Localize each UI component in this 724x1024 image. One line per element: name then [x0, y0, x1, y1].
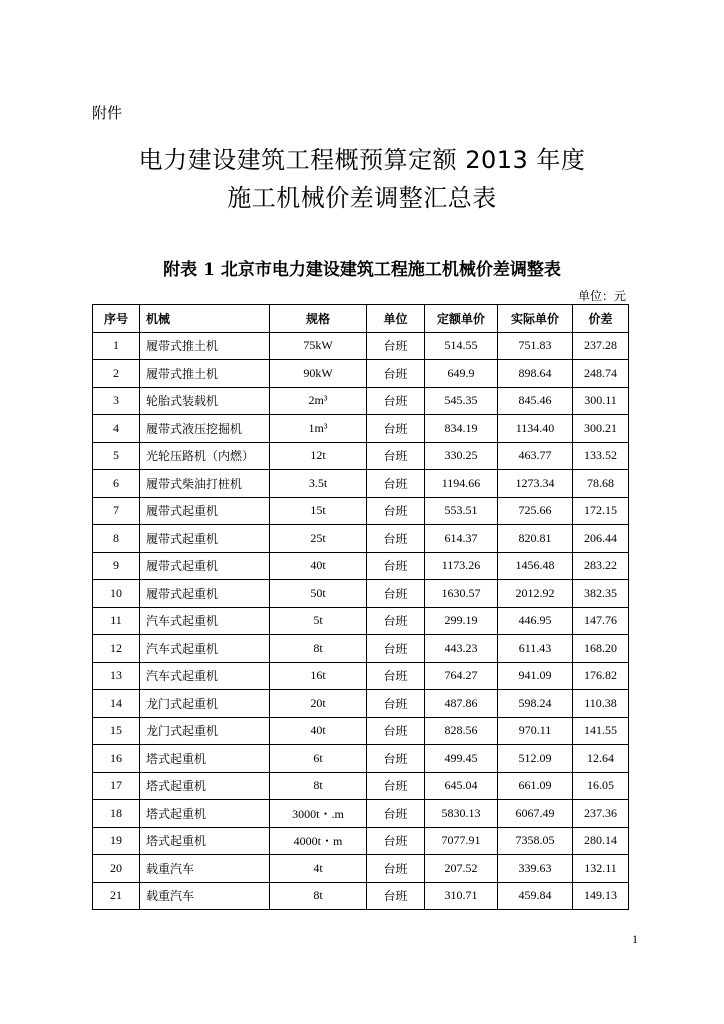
- table-row: [93, 882, 629, 910]
- table-row: [93, 662, 629, 690]
- cell-actual-price: 725.66: [498, 497, 573, 525]
- cell-no: 21: [93, 882, 140, 910]
- cell-no: 1: [93, 332, 140, 360]
- cell-unit: 台班: [367, 690, 425, 718]
- page-number: 1: [632, 932, 638, 946]
- cell-difference: 141.55: [573, 717, 629, 745]
- cell-quota-price: 545.35: [425, 387, 498, 415]
- cell-difference: 382.35: [573, 580, 629, 608]
- cell-machine: 塔式起重机: [140, 772, 270, 800]
- cell-machine: 光轮压路机（内燃）: [140, 442, 270, 470]
- table-row: [93, 415, 629, 443]
- cell-quota-price: 5830.13: [425, 800, 498, 828]
- cell-unit: 台班: [367, 800, 425, 828]
- cell-machine: 履带式推土机: [140, 332, 270, 360]
- document-title-line-2: 施工机械价差调整汇总表: [227, 184, 497, 212]
- cell-actual-price: 463.77: [498, 442, 573, 470]
- table-row: [93, 470, 629, 498]
- cell-quota-price: 649.9: [425, 360, 498, 388]
- cell-quota-price: 299.19: [425, 607, 498, 635]
- cell-unit: 台班: [367, 882, 425, 910]
- cell-no: 12: [93, 635, 140, 663]
- cell-spec: 1m³: [270, 415, 367, 443]
- cell-machine: 履带式起重机: [140, 580, 270, 608]
- cell-actual-price: 970.11: [498, 717, 573, 745]
- table-row: [93, 800, 629, 828]
- cell-no: 19: [93, 827, 140, 855]
- cell-machine: 轮胎式装载机: [140, 387, 270, 415]
- table-row: [93, 607, 629, 635]
- cell-difference: 168.20: [573, 635, 629, 663]
- cell-machine: 履带式起重机: [140, 552, 270, 580]
- cell-machine: 汽车式起重机: [140, 607, 270, 635]
- cell-quota-price: 828.56: [425, 717, 498, 745]
- cell-quota-price: 614.37: [425, 525, 498, 553]
- cell-machine: 载重汽车: [140, 882, 270, 910]
- cell-unit: 台班: [367, 415, 425, 443]
- cell-no: 6: [93, 470, 140, 498]
- cell-spec: 40t: [270, 552, 367, 580]
- cell-difference: 78.68: [573, 470, 629, 498]
- cell-unit: 台班: [367, 772, 425, 800]
- cell-difference: 147.76: [573, 607, 629, 635]
- cell-actual-price: 459.84: [498, 882, 573, 910]
- cell-quota-price: 499.45: [425, 745, 498, 773]
- cell-difference: 248.74: [573, 360, 629, 388]
- cell-unit: 台班: [367, 827, 425, 855]
- cell-actual-price: 898.64: [498, 360, 573, 388]
- cell-no: 9: [93, 552, 140, 580]
- cell-quota-price: 514.55: [425, 332, 498, 360]
- cell-no: 11: [93, 607, 140, 635]
- cell-no: 15: [93, 717, 140, 745]
- cell-machine: 履带式液压挖掘机: [140, 415, 270, 443]
- cell-machine: 履带式起重机: [140, 497, 270, 525]
- cell-difference: 133.52: [573, 442, 629, 470]
- cell-no: 3: [93, 387, 140, 415]
- cell-actual-price: 446.95: [498, 607, 573, 635]
- cell-spec: 5t: [270, 607, 367, 635]
- cell-no: 8: [93, 525, 140, 553]
- cell-unit: 台班: [367, 607, 425, 635]
- table-row: [93, 745, 629, 773]
- cell-machine: 塔式起重机: [140, 827, 270, 855]
- cell-unit: 台班: [367, 442, 425, 470]
- cell-unit: 台班: [367, 387, 425, 415]
- cell-unit: 台班: [367, 580, 425, 608]
- cell-no: 2: [93, 360, 140, 388]
- table-row: [93, 827, 629, 855]
- cell-spec: 3.5t: [270, 470, 367, 498]
- cell-actual-price: 7358.05: [498, 827, 573, 855]
- cell-difference: 280.14: [573, 827, 629, 855]
- cell-quota-price: 443.23: [425, 635, 498, 663]
- header-actual-price: 实际单价: [498, 305, 573, 333]
- cell-spec: 90kW: [270, 360, 367, 388]
- cell-machine: 龙门式起重机: [140, 717, 270, 745]
- unit-note: 单位：元: [577, 289, 626, 303]
- cell-spec: 8t: [270, 772, 367, 800]
- cell-actual-price: 2012.92: [498, 580, 573, 608]
- cell-actual-price: 339.63: [498, 855, 573, 883]
- table-row: [93, 332, 629, 360]
- cell-spec: 16t: [270, 662, 367, 690]
- cell-spec: 8t: [270, 882, 367, 910]
- table-header-row: [93, 305, 629, 333]
- cell-spec: 12t: [270, 442, 367, 470]
- cell-difference: 149.13: [573, 882, 629, 910]
- cell-spec: 20t: [270, 690, 367, 718]
- table-row: [93, 690, 629, 718]
- cell-spec: 2m³: [270, 387, 367, 415]
- cell-machine: 塔式起重机: [140, 800, 270, 828]
- cell-machine: 龙门式起重机: [140, 690, 270, 718]
- document-title-line-1: 电力建设建筑工程概预算定额 2013 年度: [138, 146, 586, 174]
- cell-spec: 4t: [270, 855, 367, 883]
- cell-no: 13: [93, 662, 140, 690]
- cell-difference: 237.36: [573, 800, 629, 828]
- table-row: [93, 525, 629, 553]
- cell-difference: 206.44: [573, 525, 629, 553]
- cell-no: 20: [93, 855, 140, 883]
- cell-actual-price: 845.46: [498, 387, 573, 415]
- table-row: [93, 387, 629, 415]
- cell-difference: 16.05: [573, 772, 629, 800]
- table-row: [93, 442, 629, 470]
- cell-quota-price: 330.25: [425, 442, 498, 470]
- cell-no: 4: [93, 415, 140, 443]
- cell-unit: 台班: [367, 855, 425, 883]
- cell-machine: 塔式起重机: [140, 745, 270, 773]
- cell-no: 16: [93, 745, 140, 773]
- cell-difference: 176.82: [573, 662, 629, 690]
- cell-actual-price: 598.24: [498, 690, 573, 718]
- cell-quota-price: 1630.57: [425, 580, 498, 608]
- cell-unit: 台班: [367, 552, 425, 580]
- cell-no: 7: [93, 497, 140, 525]
- cell-machine: 履带式柴油打桩机: [140, 470, 270, 498]
- cell-machine: 履带式推土机: [140, 360, 270, 388]
- table-row: [93, 717, 629, 745]
- cell-machine: 汽车式起重机: [140, 662, 270, 690]
- cell-no: 10: [93, 580, 140, 608]
- table-row: [93, 855, 629, 883]
- cell-difference: 172.15: [573, 497, 629, 525]
- cell-actual-price: 611.43: [498, 635, 573, 663]
- cell-no: 5: [93, 442, 140, 470]
- price-difference-table: [92, 304, 629, 910]
- cell-difference: 237.28: [573, 332, 629, 360]
- header-difference: 价差: [573, 305, 629, 333]
- cell-quota-price: 207.52: [425, 855, 498, 883]
- table-row: [93, 635, 629, 663]
- table-row: [93, 772, 629, 800]
- header-spec: 规格: [270, 305, 367, 333]
- cell-spec: 15t: [270, 497, 367, 525]
- table-row: [93, 497, 629, 525]
- header-quota-price: 定额单价: [425, 305, 498, 333]
- header-machine: 机械: [140, 305, 270, 333]
- cell-actual-price: 751.83: [498, 332, 573, 360]
- cell-difference: 300.21: [573, 415, 629, 443]
- cell-no: 14: [93, 690, 140, 718]
- cell-actual-price: 512.09: [498, 745, 573, 773]
- table-row: [93, 360, 629, 388]
- table-row: [93, 552, 629, 580]
- cell-actual-price: 661.09: [498, 772, 573, 800]
- cell-spec: 4000t・m: [270, 827, 367, 855]
- cell-quota-price: 487.86: [425, 690, 498, 718]
- cell-quota-price: 645.04: [425, 772, 498, 800]
- cell-unit: 台班: [367, 470, 425, 498]
- cell-spec: 75kW: [270, 332, 367, 360]
- cell-machine: 履带式起重机: [140, 525, 270, 553]
- cell-actual-price: 941.09: [498, 662, 573, 690]
- cell-quota-price: 1173.26: [425, 552, 498, 580]
- cell-unit: 台班: [367, 662, 425, 690]
- cell-quota-price: 764.27: [425, 662, 498, 690]
- cell-difference: 283.22: [573, 552, 629, 580]
- cell-spec: 40t: [270, 717, 367, 745]
- cell-actual-price: 1273.34: [498, 470, 573, 498]
- cell-quota-price: 310.71: [425, 882, 498, 910]
- cell-actual-price: 820.81: [498, 525, 573, 553]
- cell-unit: 台班: [367, 525, 425, 553]
- cell-difference: 12.64: [573, 745, 629, 773]
- attachment-label: 附件: [92, 104, 123, 122]
- cell-no: 18: [93, 800, 140, 828]
- cell-unit: 台班: [367, 497, 425, 525]
- cell-actual-price: 1134.40: [498, 415, 573, 443]
- cell-quota-price: 7077.91: [425, 827, 498, 855]
- cell-quota-price: 834.19: [425, 415, 498, 443]
- header-unit: 单位: [367, 305, 425, 333]
- cell-difference: 132.11: [573, 855, 629, 883]
- cell-quota-price: 1194.66: [425, 470, 498, 498]
- cell-spec: 50t: [270, 580, 367, 608]
- cell-unit: 台班: [367, 745, 425, 773]
- cell-no: 17: [93, 772, 140, 800]
- table-row: [93, 580, 629, 608]
- cell-difference: 300.11: [573, 387, 629, 415]
- cell-unit: 台班: [367, 332, 425, 360]
- cell-spec: 25t: [270, 525, 367, 553]
- cell-unit: 台班: [367, 635, 425, 663]
- cell-quota-price: 553.51: [425, 497, 498, 525]
- cell-actual-price: 1456.48: [498, 552, 573, 580]
- header-no: 序号: [93, 305, 140, 333]
- cell-difference: 110.38: [573, 690, 629, 718]
- cell-unit: 台班: [367, 717, 425, 745]
- table-caption: 附表 1 北京市电力建设建筑工程施工机械价差调整表: [163, 260, 561, 280]
- cell-spec: 6t: [270, 745, 367, 773]
- cell-unit: 台班: [367, 360, 425, 388]
- cell-machine: 汽车式起重机: [140, 635, 270, 663]
- cell-machine: 载重汽车: [140, 855, 270, 883]
- cell-spec: 3000t・.m: [270, 800, 367, 828]
- cell-actual-price: 6067.49: [498, 800, 573, 828]
- cell-spec: 8t: [270, 635, 367, 663]
